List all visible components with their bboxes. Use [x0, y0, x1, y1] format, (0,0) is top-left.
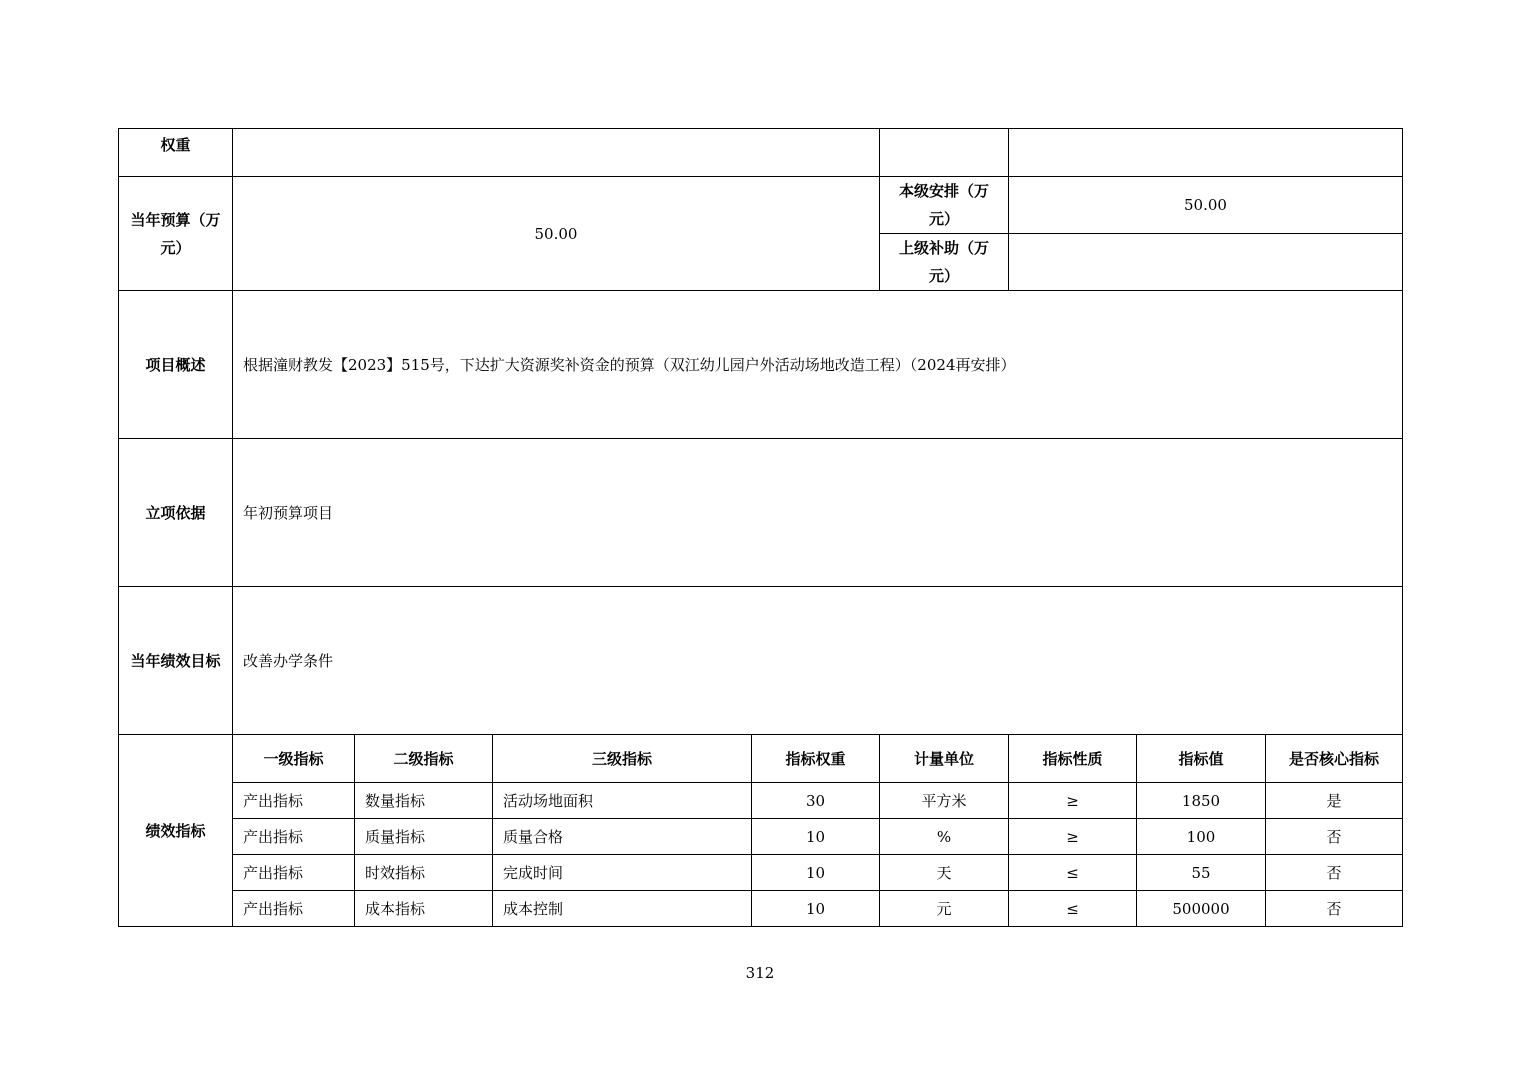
- table-row: [119, 855, 1403, 891]
- basis-label: 立项依据: [119, 439, 233, 587]
- budget-total: 50.00: [233, 177, 880, 291]
- table-row: [119, 783, 1403, 819]
- superior-budget-label: 上级补助（万元）: [880, 234, 1009, 291]
- table-cell: 天: [880, 855, 1009, 891]
- table-cell: 否: [1266, 819, 1403, 855]
- table-cell: 10: [752, 855, 880, 891]
- weight-extra-cell: [880, 129, 1009, 177]
- page-number: 312: [745, 964, 775, 982]
- table-cell: 活动场地面积: [493, 783, 752, 819]
- basis-text: 年初预算项目: [233, 439, 1403, 587]
- table-cell: 成本控制: [493, 891, 752, 927]
- table-cell: 是: [1266, 783, 1403, 819]
- table-cell: 1850: [1137, 783, 1266, 819]
- table-cell: ≥: [1009, 783, 1137, 819]
- column-header: 是否核心指标: [1266, 735, 1403, 783]
- table-cell: ≥: [1009, 819, 1137, 855]
- table-cell: 质量合格: [493, 819, 752, 855]
- table-cell: 成本指标: [355, 891, 493, 927]
- column-header: 指标值: [1137, 735, 1266, 783]
- local-budget-label: 本级安排（万元）: [880, 177, 1009, 234]
- goal-label: 当年绩效目标: [119, 587, 233, 735]
- table-cell: 平方米: [880, 783, 1009, 819]
- weight-row: [119, 129, 1403, 177]
- table-cell: 否: [1266, 891, 1403, 927]
- budget-label: 当年预算（万元）: [119, 177, 233, 291]
- column-header: 计量单位: [880, 735, 1009, 783]
- table-cell: ≤: [1009, 891, 1137, 927]
- table-cell: 否: [1266, 855, 1403, 891]
- overview-row: [119, 291, 1403, 439]
- table-cell: 100: [1137, 819, 1266, 855]
- table-cell: %: [880, 819, 1009, 855]
- column-header: 指标性质: [1009, 735, 1137, 783]
- table-cell: 数量指标: [355, 783, 493, 819]
- table-cell: 元: [880, 891, 1009, 927]
- performance-table: [118, 128, 1403, 927]
- table-cell: 产出指标: [233, 819, 355, 855]
- goal-text: 改善办学条件: [233, 587, 1403, 735]
- table-cell: 10: [752, 819, 880, 855]
- table-cell: 产出指标: [233, 783, 355, 819]
- table-cell: 产出指标: [233, 891, 355, 927]
- goal-row: [119, 587, 1403, 735]
- indicator-header-row: [119, 735, 1403, 783]
- table-cell: 时效指标: [355, 855, 493, 891]
- table-row: [119, 891, 1403, 927]
- budget-row: [119, 177, 1403, 234]
- basis-row: [119, 439, 1403, 587]
- table-cell: 质量指标: [355, 819, 493, 855]
- overview-text: 根据潼财教发【2023】515号，下达扩大资源奖补资金的预算（双江幼儿园户外活动场地改造工程）（2024再安排）: [233, 291, 1403, 439]
- table-cell: 55: [1137, 855, 1266, 891]
- weight-extra-value-cell: [1009, 129, 1403, 177]
- column-header: 指标权重: [752, 735, 880, 783]
- weight-label: 权重: [119, 129, 233, 177]
- weight-value-cell: [233, 129, 880, 177]
- column-header: 三级指标: [493, 735, 752, 783]
- column-header: 二级指标: [355, 735, 493, 783]
- table-cell: 10: [752, 891, 880, 927]
- local-budget-value: 50.00: [1009, 177, 1403, 234]
- table-cell: 产出指标: [233, 855, 355, 891]
- indicators-label: 绩效指标: [119, 735, 233, 927]
- table-cell: ≤: [1009, 855, 1137, 891]
- overview-label: 项目概述: [119, 291, 233, 439]
- superior-budget-value: [1009, 234, 1403, 291]
- table-cell: 500000: [1137, 891, 1266, 927]
- table-cell: 完成时间: [493, 855, 752, 891]
- table-row: [119, 819, 1403, 855]
- column-header: 一级指标: [233, 735, 355, 783]
- table-cell: 30: [752, 783, 880, 819]
